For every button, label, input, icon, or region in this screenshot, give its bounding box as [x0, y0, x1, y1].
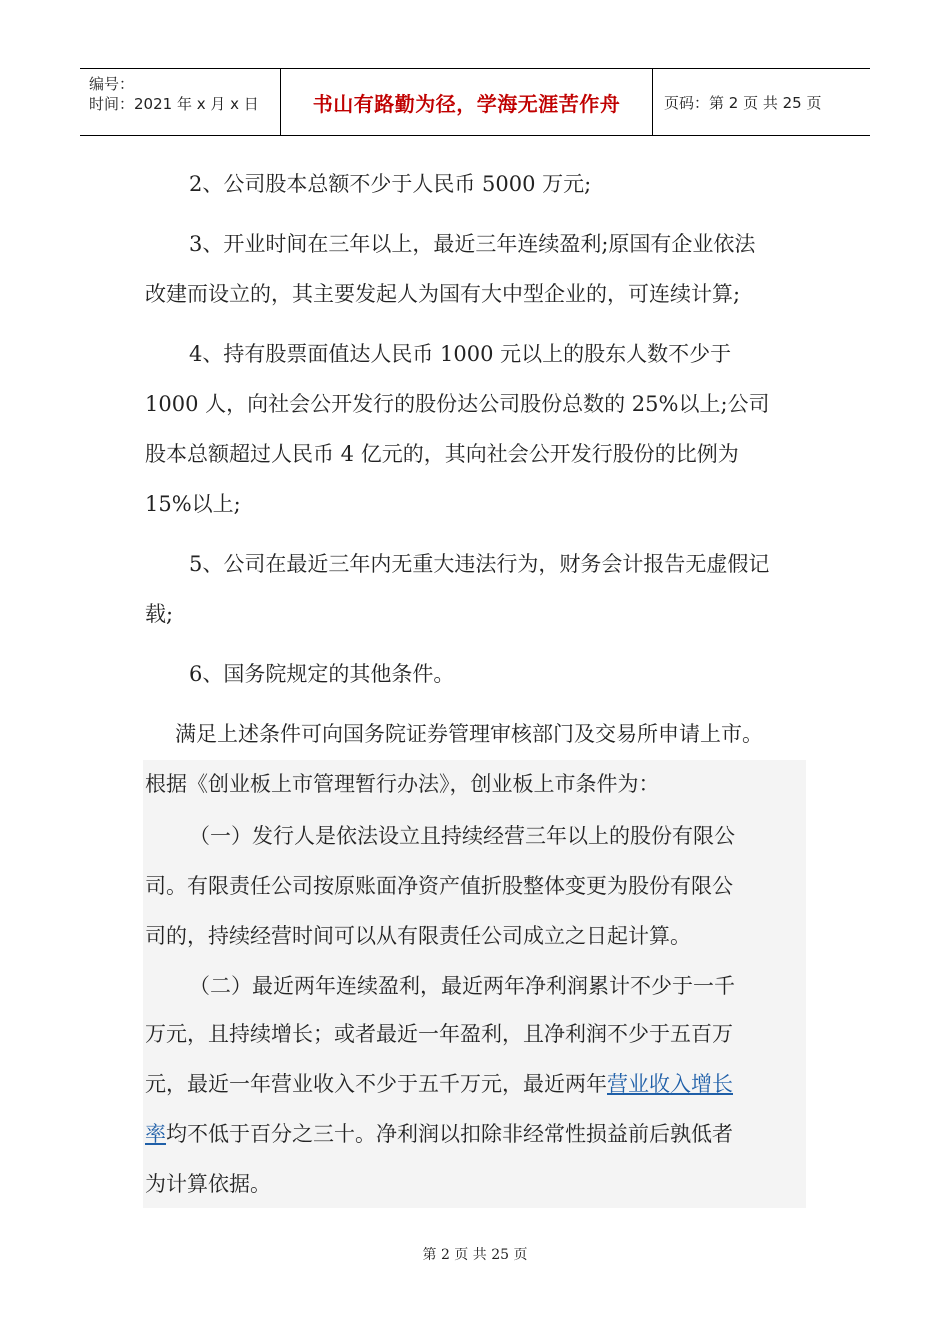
item-3-line-1: 3、开业时间在三年以上，最近三年连续盈利;原国有企业依法 — [189, 232, 756, 256]
gem-item-2-line-2: 万元，且持续增长；或者最近一年盈利，且净利润不少于五百万 — [145, 1022, 733, 1046]
header-page-code-cell — [653, 69, 870, 135]
gem-item-2-line-4-text: 均不低于百分之三十。净利润以扣除非经常性损益前后孰低者 — [166, 1122, 733, 1146]
item-4-line-1: 4、持有股票面值达人民币 1000 元以上的股东人数不少于 — [189, 342, 732, 366]
page-footer: 第 2 页 共 25 页 — [422, 1247, 528, 1263]
page-code: 页码：第 2 页 共 25 页 — [664, 93, 822, 112]
page-header — [80, 68, 870, 136]
summary-line: 满足上述条件可向国务院证券管理审核部门及交易所申请上市。 — [175, 722, 763, 746]
item-4-line-4: 15%以上; — [145, 492, 241, 516]
item-3-line-2: 改建而设立的，其主要发起人为国有大中型企业的，可连续计算; — [145, 282, 741, 306]
motto-text: 书山有路勤为径，学海无涯苦作舟 — [312, 91, 621, 116]
gem-item-2-line-4 — [145, 1110, 810, 1159]
gem-item-2-line-3 — [145, 1060, 810, 1109]
revenue-growth-link-cont[interactable]: 率 — [145, 1122, 166, 1146]
gem-item-1-line-3: 司的，持续经营时间可以从有限责任公司成立之日起计算。 — [145, 924, 691, 948]
gem-item-2-line-3-text: 元，最近一年营业收入不少于五千万元，最近两年 — [145, 1072, 607, 1096]
item-5-line-2: 载; — [145, 602, 174, 626]
gem-item-2-line-5: 为计算依据。 — [145, 1172, 271, 1196]
item-4-line-2: 1000 人，向社会公开发行的股份达公司股份总数的 25%以上;公司 — [145, 392, 770, 416]
time-label: 时间：2021 年 x 月 x 日 — [89, 95, 259, 113]
item-2: 2、公司股本总额不少于人民币 5000 万元; — [189, 172, 592, 196]
item-4-line-3: 股本总额超过人民币 4 亿元的，其向社会公开发行股份的比例为 — [145, 442, 739, 466]
gem-item-1-line-2: 司。有限责任公司按原账面净资产值折股整体变更为股份有限公 — [145, 874, 733, 898]
number-label: 编号： — [89, 75, 135, 93]
gem-item-1-line-1: （一）发行人是依法设立且持续经营三年以上的股份有限公 — [189, 824, 735, 848]
revenue-growth-link[interactable]: 营业收入增长 — [607, 1072, 733, 1096]
gem-intro-line: 根据《创业板上市管理暂行办法》，创业板上市条件为： — [145, 772, 660, 796]
header-motto-cell — [281, 69, 653, 135]
item-6: 6、国务院规定的其他条件。 — [189, 662, 455, 686]
header-meta — [80, 69, 281, 135]
gem-item-2-line-1: （二）最近两年连续盈利，最近两年净利润累计不少于一千 — [189, 974, 735, 998]
item-5-line-1: 5、公司在最近三年内无重大违法行为，财务会计报告无虚假记 — [189, 552, 770, 576]
